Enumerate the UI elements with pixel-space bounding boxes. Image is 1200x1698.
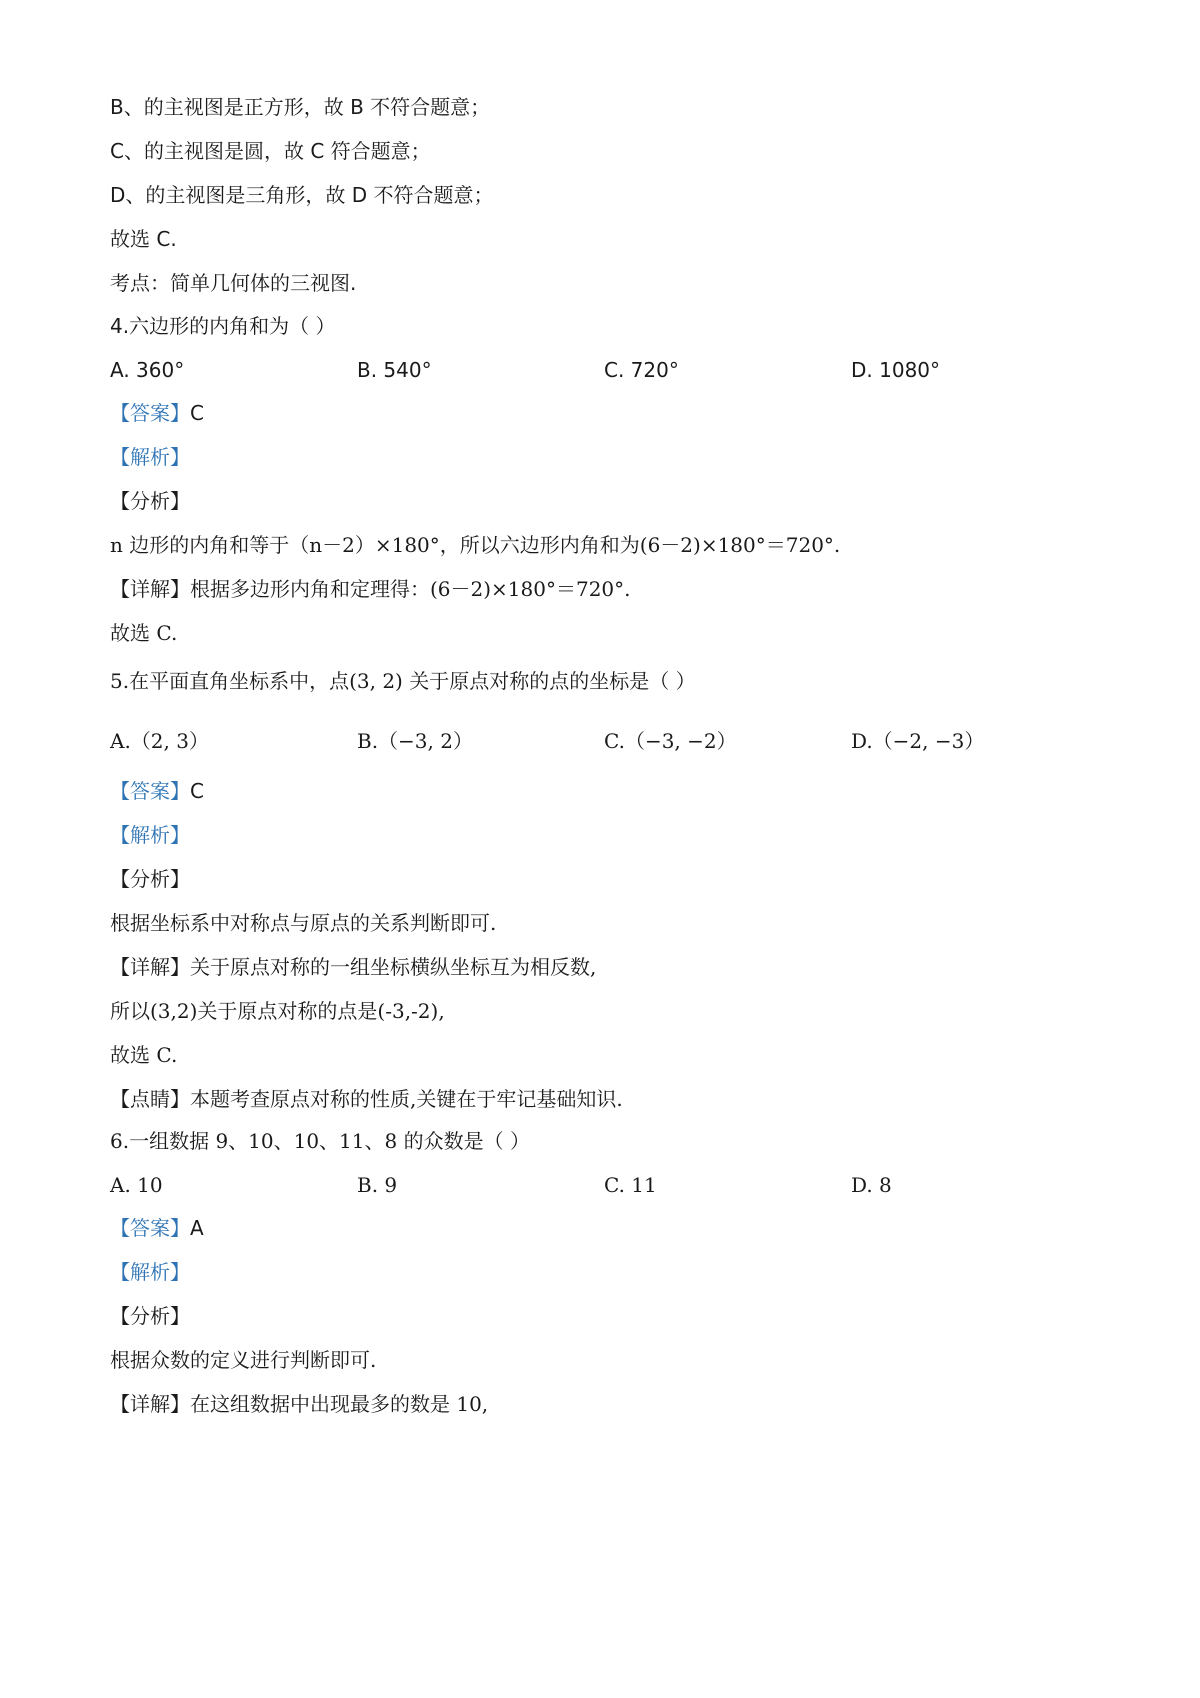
q6-xiangjie bbox=[110, 1389, 1090, 1419]
q6-option-a: A. 10 bbox=[110, 1173, 163, 1197]
prev-choose: 故选 C. bbox=[110, 227, 177, 251]
q6-jiexi-tag: 【解析】 bbox=[110, 1260, 190, 1284]
q6-answer-tag: 【答案】 bbox=[110, 1216, 190, 1240]
q6-xiangjie-tag: 【详解】 bbox=[110, 1392, 190, 1416]
q5-xiangjie bbox=[110, 952, 1090, 982]
q6-answer bbox=[110, 1213, 1090, 1243]
q4-xiangjie bbox=[110, 574, 1090, 604]
q6-xiangjie-text: 在这组数据中出现最多的数是 10, bbox=[190, 1392, 489, 1416]
q5-answer bbox=[110, 776, 1090, 806]
q5-dianjing-tag: 【点睛】 bbox=[110, 1087, 190, 1111]
q5-option-c: C.（−3, −2） bbox=[604, 729, 737, 753]
q5-stem: 5.在平面直角坐标系中，点(3, 2) 关于原点对称的点的坐标是（ ） bbox=[110, 669, 696, 693]
q4-option-a: A. 360° bbox=[110, 358, 185, 382]
q4-xiangjie-tag: 【详解】 bbox=[110, 577, 190, 601]
q5-xiangjie-text: 关于原点对称的一组坐标横纵坐标互为相反数, bbox=[190, 955, 597, 979]
q5-option-a: A.（2, 3） bbox=[110, 729, 209, 753]
q6-fenxi-text: 根据众数的定义进行判断即可. bbox=[110, 1348, 377, 1372]
q4-option-c: C. 720° bbox=[604, 358, 679, 382]
q5-choose: 故选 C. bbox=[110, 1043, 178, 1067]
q5-answer-value: C bbox=[190, 779, 204, 803]
q6-option-c: C. 11 bbox=[604, 1173, 657, 1197]
q6-option-d: D. 8 bbox=[851, 1173, 892, 1197]
q5-dianjing bbox=[110, 1084, 1090, 1114]
q5-dianjing-text: 本题考查原点对称的性质,关键在于牢记基础知识. bbox=[190, 1087, 623, 1111]
q4-choose: 故选 C. bbox=[110, 621, 178, 645]
q4-option-d: D. 1080° bbox=[851, 358, 941, 382]
q4-jiexi-tag: 【解析】 bbox=[110, 445, 190, 469]
q4-xiangjie-text: 根据多边形内角和定理得：(6－2)×180°＝720°. bbox=[190, 577, 631, 601]
q4-option-b: B. 540° bbox=[357, 358, 432, 382]
prev-solution-c: C、的主视图是圆，故 C 符合题意； bbox=[110, 139, 431, 163]
q4-answer-tag: 【答案】 bbox=[110, 401, 190, 425]
q6-stem: 6.一组数据 9、10、10、11、8 的众数是（ ） bbox=[110, 1129, 530, 1153]
q5-jiexi-tag: 【解析】 bbox=[110, 823, 190, 847]
prev-solution-b: B、的主视图是正方形，故 B 不符合题意； bbox=[110, 95, 491, 119]
q4-stem: 4.六边形的内角和为（ ） bbox=[110, 314, 336, 338]
prev-solution-d: D、的主视图是三角形，故 D 不符合题意； bbox=[110, 183, 494, 207]
q5-fenxi-tag: 【分析】 bbox=[110, 867, 190, 891]
q5-option-d: D.（−2, −3） bbox=[851, 729, 985, 753]
prev-kaodian: 考点：简单几何体的三视图. bbox=[110, 271, 357, 295]
q4-answer-value: C bbox=[190, 401, 204, 425]
q4-answer bbox=[110, 398, 1090, 428]
q5-detail-2: 所以(3,2)关于原点对称的点是(-3,-2), bbox=[110, 999, 445, 1023]
q5-option-b: B.（−3, 2） bbox=[357, 729, 473, 753]
q6-fenxi-tag: 【分析】 bbox=[110, 1304, 190, 1328]
q4-fenxi-tag: 【分析】 bbox=[110, 489, 190, 513]
q6-option-b: B. 9 bbox=[357, 1173, 398, 1197]
q5-answer-tag: 【答案】 bbox=[110, 779, 190, 803]
q5-fenxi-text: 根据坐标系中对称点与原点的关系判断即可. bbox=[110, 911, 497, 935]
q6-answer-value: A bbox=[190, 1216, 204, 1240]
q5-xiangjie-tag: 【详解】 bbox=[110, 955, 190, 979]
q4-fenxi-text: n 边形的内角和等于（n－2）×180°，所以六边形内角和为(6－2)×180°＝720°. bbox=[110, 533, 841, 557]
